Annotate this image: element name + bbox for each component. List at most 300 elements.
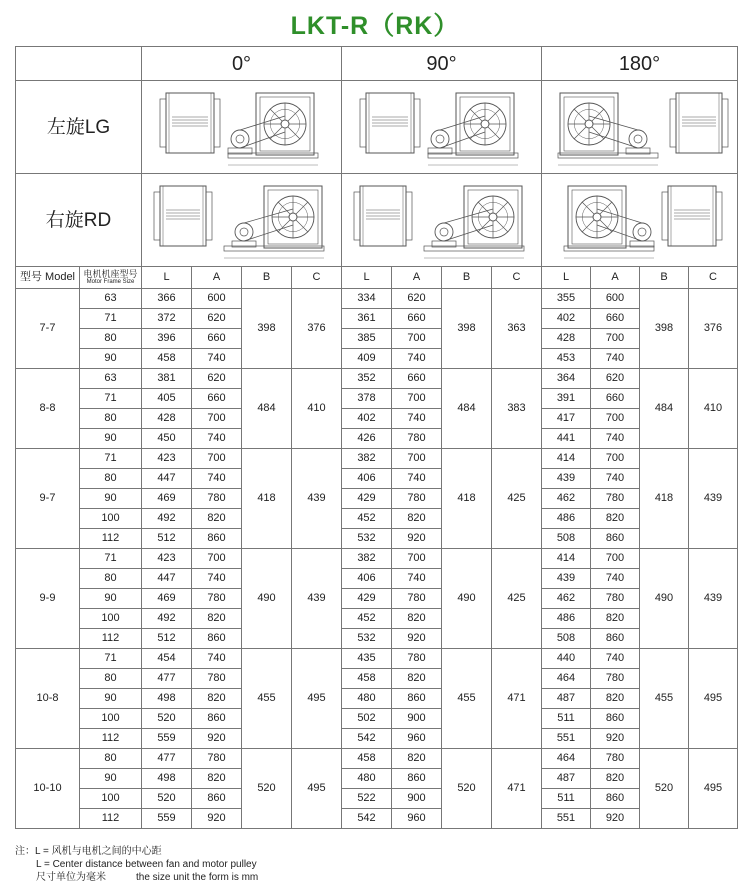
a-cell: 860: [192, 629, 242, 649]
c-cell: 495: [292, 649, 342, 749]
l-cell: 487: [542, 769, 591, 789]
l-cell: 480: [342, 769, 392, 789]
note-line: L = Center distance between fan and motor pulley: [36, 859, 257, 870]
l-cell: 512: [142, 529, 192, 549]
angle-header-90: 90°: [342, 47, 542, 81]
c-cell: 410: [689, 369, 738, 449]
table-row: [16, 389, 738, 409]
table-row: [16, 669, 738, 689]
a-cell: 960: [392, 809, 442, 829]
a-cell: 820: [392, 669, 442, 689]
col-header-L: L: [542, 267, 591, 289]
l-cell: 382: [342, 449, 392, 469]
col-header-C: C: [492, 267, 542, 289]
l-cell: 385: [342, 329, 392, 349]
a-cell: 920: [192, 729, 242, 749]
l-cell: 396: [142, 329, 192, 349]
frame-cell: 71: [80, 389, 142, 409]
angle-header-0: 0°: [142, 47, 342, 81]
a-cell: 780: [392, 589, 442, 609]
b-cell: 484: [242, 369, 292, 449]
c-cell: 495: [689, 649, 738, 749]
model-cell: 9-9: [16, 549, 80, 649]
table-row: [16, 349, 738, 369]
fan-drawing-icon: [550, 180, 730, 260]
note-unit-en: the size unit the form is mm: [136, 872, 259, 883]
l-cell: 382: [342, 549, 392, 569]
l-cell: 409: [342, 349, 392, 369]
b-cell: 455: [242, 649, 292, 749]
a-cell: 860: [192, 709, 242, 729]
l-cell: 464: [542, 669, 591, 689]
col-header-A: A: [392, 267, 442, 289]
a-cell: 700: [591, 549, 640, 569]
l-cell: 502: [342, 709, 392, 729]
a-cell: 920: [392, 629, 442, 649]
b-cell: 484: [640, 369, 689, 449]
frame-cell: 90: [80, 349, 142, 369]
l-cell: 462: [542, 589, 591, 609]
a-cell: 920: [192, 809, 242, 829]
frame-cell: 80: [80, 409, 142, 429]
l-cell: 520: [142, 789, 192, 809]
drawing-right-180: [542, 174, 738, 267]
frame-cell: 112: [80, 629, 142, 649]
frame-header-cn: 电机机座型号: [83, 269, 138, 279]
model-cell: 7-7: [16, 289, 80, 369]
a-cell: 740: [392, 409, 442, 429]
a-cell: 820: [192, 769, 242, 789]
a-cell: 700: [192, 549, 242, 569]
a-cell: 860: [591, 629, 640, 649]
l-cell: 492: [142, 609, 192, 629]
l-cell: 508: [542, 629, 591, 649]
a-cell: 780: [392, 429, 442, 449]
l-cell: 435: [342, 649, 392, 669]
page-title: LKT-R（RK）: [290, 12, 460, 40]
l-cell: 352: [342, 369, 392, 389]
frame-cell: 90: [80, 769, 142, 789]
l-cell: 464: [542, 749, 591, 769]
l-cell: 429: [342, 489, 392, 509]
l-cell: 492: [142, 509, 192, 529]
drawing-right-90: [342, 174, 542, 267]
l-cell: 453: [542, 349, 591, 369]
col-header-L: L: [142, 267, 192, 289]
b-cell: 520: [640, 749, 689, 829]
fan-drawing-icon: [352, 87, 532, 167]
frame-cell: 100: [80, 609, 142, 629]
a-cell: 740: [192, 429, 242, 449]
table-row: [16, 609, 738, 629]
table-row: [16, 429, 738, 449]
frame-cell: 100: [80, 509, 142, 529]
a-cell: 740: [392, 349, 442, 369]
l-cell: 429: [342, 589, 392, 609]
a-cell: 700: [392, 389, 442, 409]
l-cell: 511: [542, 709, 591, 729]
frame-header-en: Motor Frame Size: [86, 279, 135, 285]
note-unit-cn: 尺寸单位为毫米: [36, 872, 106, 883]
b-cell: 418: [242, 449, 292, 549]
table-row: [16, 589, 738, 609]
l-cell: 462: [542, 489, 591, 509]
a-cell: 620: [192, 309, 242, 329]
drawing-left-180: [542, 81, 738, 174]
a-cell: 920: [392, 529, 442, 549]
l-cell: 355: [542, 289, 591, 309]
a-cell: 700: [591, 449, 640, 469]
l-cell: 447: [142, 469, 192, 489]
a-cell: 660: [192, 329, 242, 349]
model-cell: 8-8: [16, 369, 80, 449]
table-row: [16, 549, 738, 569]
l-cell: 405: [142, 389, 192, 409]
l-cell: 458: [342, 749, 392, 769]
l-cell: 532: [342, 529, 392, 549]
a-cell: 960: [392, 729, 442, 749]
l-cell: 498: [142, 689, 192, 709]
l-cell: 486: [542, 509, 591, 529]
l-cell: 512: [142, 629, 192, 649]
frame-cell: 80: [80, 669, 142, 689]
l-cell: 486: [542, 609, 591, 629]
table-row: [16, 469, 738, 489]
table-row: [16, 809, 738, 829]
l-cell: 469: [142, 489, 192, 509]
c-cell: 425: [492, 449, 542, 549]
l-cell: 469: [142, 589, 192, 609]
b-cell: 455: [640, 649, 689, 749]
l-cell: 334: [342, 289, 392, 309]
frame-cell: 100: [80, 789, 142, 809]
c-cell: 439: [689, 549, 738, 649]
a-cell: 820: [392, 749, 442, 769]
frame-cell: 112: [80, 529, 142, 549]
frame-header: [80, 267, 142, 289]
a-cell: 740: [591, 649, 640, 669]
frame-cell: 90: [80, 489, 142, 509]
b-cell: 520: [442, 749, 492, 829]
a-cell: 740: [591, 569, 640, 589]
col-header-A: A: [591, 267, 640, 289]
a-cell: 660: [192, 389, 242, 409]
a-cell: 740: [392, 469, 442, 489]
table-row: [16, 309, 738, 329]
a-cell: 740: [392, 569, 442, 589]
a-cell: 780: [392, 649, 442, 669]
l-cell: 452: [342, 609, 392, 629]
table-row: [16, 529, 738, 549]
a-cell: 780: [192, 749, 242, 769]
c-cell: 376: [292, 289, 342, 369]
l-cell: 414: [542, 549, 591, 569]
frame-cell: 63: [80, 369, 142, 389]
drawing-left-0: [142, 81, 342, 174]
a-cell: 700: [392, 329, 442, 349]
l-cell: 452: [342, 509, 392, 529]
l-cell: 458: [342, 669, 392, 689]
l-cell: 391: [542, 389, 591, 409]
a-cell: 860: [392, 689, 442, 709]
frame-cell: 80: [80, 469, 142, 489]
l-cell: 508: [542, 529, 591, 549]
frame-cell: 90: [80, 589, 142, 609]
c-cell: 376: [689, 289, 738, 369]
table-row: [16, 749, 738, 769]
l-cell: 450: [142, 429, 192, 449]
fan-drawing-icon: [152, 180, 332, 260]
a-cell: 920: [591, 809, 640, 829]
a-cell: 900: [392, 789, 442, 809]
b-cell: 418: [640, 449, 689, 549]
l-cell: 378: [342, 389, 392, 409]
table-row: [16, 789, 738, 809]
a-cell: 860: [591, 529, 640, 549]
a-cell: 740: [192, 349, 242, 369]
l-cell: 417: [542, 409, 591, 429]
table-row: [16, 629, 738, 649]
frame-cell: 90: [80, 429, 142, 449]
a-cell: 740: [192, 469, 242, 489]
table-row: [16, 769, 738, 789]
table-row: [16, 689, 738, 709]
a-cell: 820: [591, 509, 640, 529]
a-cell: 740: [192, 649, 242, 669]
c-cell: 439: [292, 449, 342, 549]
a-cell: 860: [392, 769, 442, 789]
frame-cell: 90: [80, 689, 142, 709]
a-cell: 860: [591, 789, 640, 809]
l-cell: 542: [342, 729, 392, 749]
l-cell: 498: [142, 769, 192, 789]
a-cell: 820: [591, 769, 640, 789]
col-header-C: C: [689, 267, 738, 289]
b-cell: 398: [640, 289, 689, 369]
l-cell: 559: [142, 809, 192, 829]
a-cell: 820: [392, 609, 442, 629]
frame-cell: 71: [80, 449, 142, 469]
a-cell: 620: [192, 369, 242, 389]
a-cell: 740: [591, 429, 640, 449]
l-cell: 364: [542, 369, 591, 389]
a-cell: 660: [392, 369, 442, 389]
frame-cell: 63: [80, 289, 142, 309]
a-cell: 820: [192, 509, 242, 529]
c-cell: 383: [492, 369, 542, 449]
a-cell: 780: [392, 489, 442, 509]
table-row: [16, 569, 738, 589]
frame-cell: 71: [80, 309, 142, 329]
l-cell: 440: [542, 649, 591, 669]
l-cell: 520: [142, 709, 192, 729]
a-cell: 820: [192, 609, 242, 629]
c-cell: 363: [492, 289, 542, 369]
table-row: [16, 489, 738, 509]
col-header-B: B: [442, 267, 492, 289]
note-line: [15, 871, 258, 884]
a-cell: 860: [192, 789, 242, 809]
col-header-B: B: [640, 267, 689, 289]
corner-cell: [16, 47, 142, 81]
c-cell: 410: [292, 369, 342, 449]
b-cell: 398: [242, 289, 292, 369]
model-header: 型号 Model: [16, 267, 80, 289]
b-cell: 490: [442, 549, 492, 649]
a-cell: 740: [192, 569, 242, 589]
frame-cell: 80: [80, 329, 142, 349]
c-cell: 425: [492, 549, 542, 649]
b-cell: 484: [442, 369, 492, 449]
table-row: [16, 649, 738, 669]
l-cell: 381: [142, 369, 192, 389]
l-cell: 366: [142, 289, 192, 309]
table-row: [16, 369, 738, 389]
table-row: [16, 329, 738, 349]
drawing-right-0: [142, 174, 342, 267]
c-cell: 439: [689, 449, 738, 549]
l-cell: 559: [142, 729, 192, 749]
a-cell: 820: [392, 509, 442, 529]
frame-cell: 100: [80, 709, 142, 729]
frame-cell: 71: [80, 549, 142, 569]
l-cell: 477: [142, 749, 192, 769]
l-cell: 522: [342, 789, 392, 809]
l-cell: 402: [342, 409, 392, 429]
a-cell: 700: [392, 549, 442, 569]
a-cell: 780: [192, 669, 242, 689]
b-cell: 398: [442, 289, 492, 369]
l-cell: 439: [542, 569, 591, 589]
l-cell: 532: [342, 629, 392, 649]
a-cell: 820: [591, 689, 640, 709]
l-cell: 441: [542, 429, 591, 449]
fan-drawing-icon: [152, 87, 332, 167]
col-header-A: A: [192, 267, 242, 289]
a-cell: 660: [591, 389, 640, 409]
a-cell: 700: [192, 409, 242, 429]
a-cell: 780: [192, 489, 242, 509]
l-cell: 428: [542, 329, 591, 349]
a-cell: 700: [192, 449, 242, 469]
l-cell: 406: [342, 569, 392, 589]
frame-cell: 71: [80, 649, 142, 669]
a-cell: 620: [591, 369, 640, 389]
c-cell: 471: [492, 649, 542, 749]
angle-header-180: 180°: [542, 47, 738, 81]
l-cell: 414: [542, 449, 591, 469]
l-cell: 428: [142, 409, 192, 429]
a-cell: 700: [591, 329, 640, 349]
dimension-table: [15, 46, 738, 829]
l-cell: 511: [542, 789, 591, 809]
b-cell: 418: [442, 449, 492, 549]
col-header-C: C: [292, 267, 342, 289]
frame-cell: 80: [80, 569, 142, 589]
a-cell: 780: [591, 489, 640, 509]
a-cell: 740: [591, 349, 640, 369]
model-cell: 10-8: [16, 649, 80, 749]
l-cell: 487: [542, 689, 591, 709]
table-row: [16, 729, 738, 749]
frame-cell: 112: [80, 729, 142, 749]
a-cell: 780: [591, 669, 640, 689]
a-cell: 780: [192, 589, 242, 609]
l-cell: 447: [142, 569, 192, 589]
c-cell: 471: [492, 749, 542, 829]
b-cell: 455: [442, 649, 492, 749]
l-cell: 458: [142, 349, 192, 369]
l-cell: 402: [542, 309, 591, 329]
l-cell: 426: [342, 429, 392, 449]
col-header-B: B: [242, 267, 292, 289]
a-cell: 600: [591, 289, 640, 309]
a-cell: 900: [392, 709, 442, 729]
a-cell: 660: [591, 309, 640, 329]
col-header-L: L: [342, 267, 392, 289]
c-cell: 495: [292, 749, 342, 829]
l-cell: 477: [142, 669, 192, 689]
frame-cell: 112: [80, 809, 142, 829]
note-line: 注：L = 风机与电机之间的中心距: [15, 846, 162, 857]
l-cell: 423: [142, 449, 192, 469]
rotation-label-right: 右旋RD: [16, 174, 142, 267]
b-cell: 520: [242, 749, 292, 829]
l-cell: 454: [142, 649, 192, 669]
rotation-label-left: 左旋LG: [16, 81, 142, 174]
c-cell: 495: [689, 749, 738, 829]
a-cell: 780: [591, 749, 640, 769]
a-cell: 740: [591, 469, 640, 489]
table-row: [16, 449, 738, 469]
model-cell: 10-10: [16, 749, 80, 829]
l-cell: 439: [542, 469, 591, 489]
a-cell: 820: [192, 689, 242, 709]
table-row: [16, 709, 738, 729]
a-cell: 600: [192, 289, 242, 309]
frame-cell: 80: [80, 749, 142, 769]
c-cell: 439: [292, 549, 342, 649]
fan-drawing-icon: [550, 87, 730, 167]
a-cell: 920: [591, 729, 640, 749]
l-cell: 372: [142, 309, 192, 329]
l-cell: 551: [542, 809, 591, 829]
l-cell: 361: [342, 309, 392, 329]
b-cell: 490: [242, 549, 292, 649]
fan-drawing-icon: [352, 180, 532, 260]
a-cell: 660: [392, 309, 442, 329]
a-cell: 700: [392, 449, 442, 469]
a-cell: 820: [591, 609, 640, 629]
a-cell: 780: [591, 589, 640, 609]
a-cell: 860: [192, 529, 242, 549]
table-row: [16, 409, 738, 429]
l-cell: 551: [542, 729, 591, 749]
footnote: [15, 845, 258, 884]
l-cell: 480: [342, 689, 392, 709]
table-row: [16, 289, 738, 309]
drawing-left-90: [342, 81, 542, 174]
l-cell: 423: [142, 549, 192, 569]
l-cell: 406: [342, 469, 392, 489]
b-cell: 490: [640, 549, 689, 649]
a-cell: 700: [591, 409, 640, 429]
a-cell: 860: [591, 709, 640, 729]
model-cell: 9-7: [16, 449, 80, 549]
table-row: [16, 509, 738, 529]
l-cell: 542: [342, 809, 392, 829]
a-cell: 620: [392, 289, 442, 309]
